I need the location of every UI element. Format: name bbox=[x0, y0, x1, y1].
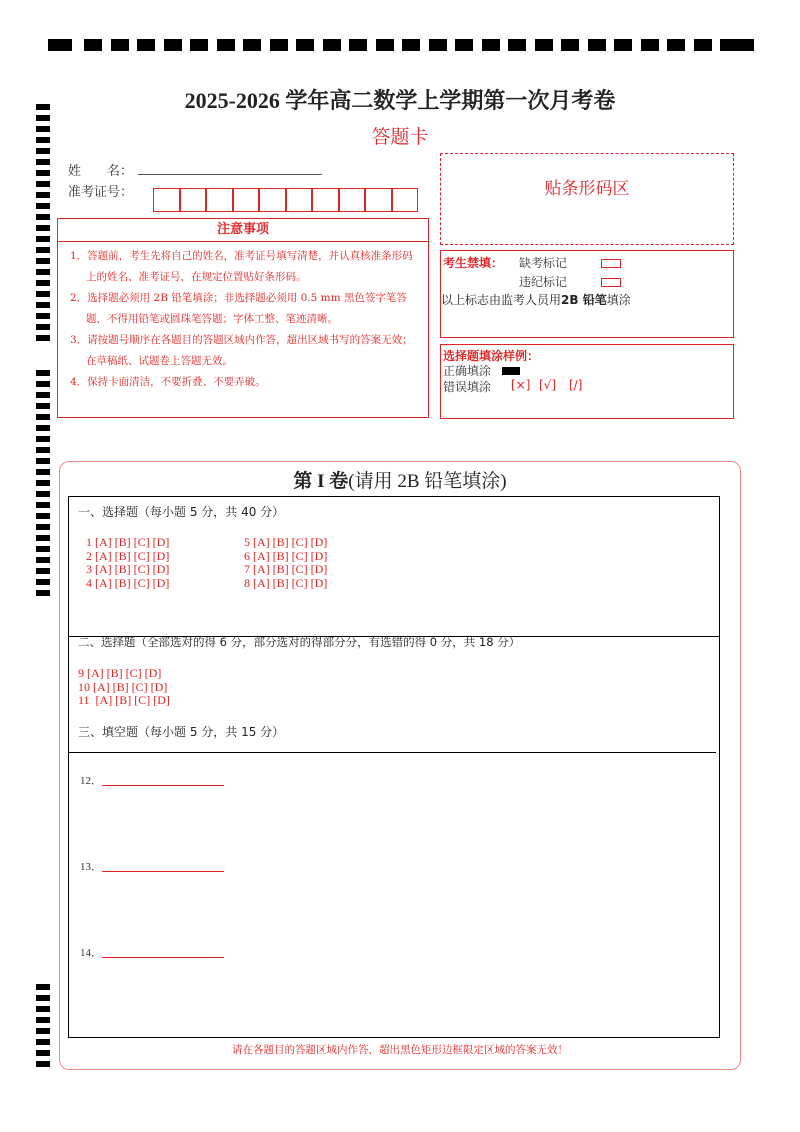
timing-mark bbox=[36, 458, 50, 464]
timing-mark bbox=[36, 513, 50, 519]
timing-mark bbox=[36, 392, 50, 398]
timing-mark bbox=[561, 39, 579, 51]
fill-sample-box bbox=[440, 344, 734, 419]
choice-row[interactable]: 2 [A] [B] [C] [D] bbox=[86, 548, 170, 563]
timing-mark bbox=[36, 170, 50, 176]
choice-row[interactable]: 8 [A] [B] [C] [D] bbox=[244, 575, 328, 590]
timing-mark bbox=[36, 447, 50, 453]
timing-mark bbox=[36, 181, 50, 187]
timing-mark bbox=[36, 502, 50, 508]
part1-right-column bbox=[244, 536, 327, 590]
timing-mark bbox=[36, 269, 50, 275]
notice-heading: 注意事项 bbox=[57, 218, 429, 242]
timing-mark bbox=[402, 39, 420, 51]
timing-mark bbox=[36, 546, 50, 552]
timing-mark bbox=[164, 39, 182, 51]
proctor-note-bold: 2B 铅笔 bbox=[561, 293, 607, 307]
part2-column bbox=[78, 667, 170, 708]
timing-mark bbox=[36, 1028, 50, 1034]
violation-label: 违纪标记 bbox=[519, 275, 568, 289]
wrong-label: 错误填涂 bbox=[443, 380, 492, 394]
timing-mark bbox=[36, 335, 50, 341]
timing-mark bbox=[323, 39, 341, 51]
timing-mark bbox=[36, 403, 50, 409]
exam-id-digit-box[interactable] bbox=[312, 188, 339, 212]
section-title-bold: 第 I 卷 bbox=[293, 471, 349, 492]
choice-row[interactable]: 4 [A] [B] [C] [D] bbox=[86, 575, 170, 590]
timing-mark bbox=[36, 203, 50, 209]
page-subtitle: 答题卡 bbox=[371, 127, 429, 148]
timing-mark bbox=[48, 39, 72, 51]
choice-row[interactable]: 6 [A] [B] [C] [D] bbox=[244, 548, 328, 563]
proctor-box bbox=[440, 250, 734, 338]
fill-number: 14． bbox=[80, 947, 102, 959]
timing-mark bbox=[36, 590, 50, 596]
timing-mark bbox=[376, 39, 394, 51]
timing-mark bbox=[190, 39, 208, 51]
timing-mark bbox=[36, 984, 50, 990]
timing-mark bbox=[36, 280, 50, 286]
fill-answer-line[interactable] bbox=[102, 785, 224, 786]
notice-box bbox=[57, 242, 429, 418]
part2-title: 二、选择题（全部选对的得 6 分，部分选对的得部分分，有选错的得 0 分，共 18 分） bbox=[78, 635, 521, 649]
timing-mark bbox=[36, 535, 50, 541]
exam-id-digit-box[interactable] bbox=[206, 188, 233, 212]
timing-mark bbox=[508, 39, 526, 51]
notice-item: 3．请按题号顺序在各题目的答题区域内作答，超出区域书写的答案无效；在草稿纸、试题卷上答题无效。 bbox=[70, 334, 413, 367]
exam-id-digit-box[interactable] bbox=[180, 188, 207, 212]
wrong-mark: [×] bbox=[511, 378, 531, 392]
exam-id-digit-box[interactable] bbox=[339, 188, 366, 212]
timing-mark bbox=[349, 39, 367, 51]
exam-id-digit-box[interactable] bbox=[153, 188, 180, 212]
timing-mark bbox=[270, 39, 288, 51]
choice-row[interactable]: 5 [A] [B] [C] [D] bbox=[244, 535, 328, 549]
timing-mark bbox=[455, 39, 473, 51]
name-field[interactable] bbox=[138, 174, 322, 175]
timing-mark bbox=[36, 1017, 50, 1023]
timing-mark bbox=[111, 39, 129, 51]
timing-mark bbox=[243, 39, 261, 51]
barcode-label: 贴条形码区 bbox=[544, 179, 630, 199]
proctor-title: 考生禁填： bbox=[443, 256, 504, 270]
proctor-note-suffix: 填涂 bbox=[606, 293, 631, 307]
timing-mark bbox=[694, 39, 712, 51]
timing-mark bbox=[36, 381, 50, 387]
part1-title: 一、选择题（每小题 5 分，共 40 分） bbox=[78, 505, 285, 519]
footer-warning: 请在各题目的答题区域内作答，超出黑色矩形边框限定区域的答案无效！ bbox=[232, 1044, 568, 1056]
timing-mark bbox=[36, 247, 50, 253]
timing-mark bbox=[36, 568, 50, 574]
timing-mark bbox=[36, 115, 50, 121]
exam-id-digit-box[interactable] bbox=[233, 188, 260, 212]
timing-mark bbox=[36, 258, 50, 264]
timing-mark bbox=[36, 414, 50, 420]
correct-fill-mark bbox=[502, 367, 520, 375]
timing-mark bbox=[36, 324, 50, 330]
choice-row[interactable]: 9 [A] [B] [C] [D] bbox=[78, 666, 162, 680]
page-title: 2025-2026 学年高二数学上学期第一次月考卷 bbox=[184, 88, 616, 113]
timing-mark bbox=[36, 313, 50, 319]
exam-id-digit-box[interactable] bbox=[259, 188, 286, 212]
absent-label: 缺考标记 bbox=[519, 256, 568, 270]
choice-row[interactable]: 3 [A] [B] [C] [D] bbox=[86, 562, 170, 576]
timing-mark bbox=[482, 39, 500, 51]
fill-number: 13． bbox=[80, 861, 102, 873]
timing-mark bbox=[429, 39, 447, 51]
proctor-note bbox=[441, 291, 631, 308]
timing-mark bbox=[36, 192, 50, 198]
timing-mark bbox=[36, 524, 50, 530]
choice-row[interactable]: 10 [A] [B] [C] [D] bbox=[78, 679, 168, 694]
exam-id-label: 准考证号： bbox=[68, 185, 134, 200]
timing-mark bbox=[36, 291, 50, 297]
correct-label: 正确填涂 bbox=[443, 364, 492, 378]
proctor-note-prefix: 以上标志由监考人员用 bbox=[441, 293, 562, 307]
exam-id-digit-box[interactable] bbox=[286, 188, 313, 212]
name-label: 姓 名： bbox=[68, 164, 134, 179]
violation-checkbox[interactable] bbox=[601, 278, 621, 287]
divider bbox=[68, 752, 716, 753]
wrong-mark: [√] bbox=[539, 378, 557, 392]
timing-mark bbox=[36, 436, 50, 442]
notice-item: 1．答题前，考生先将自己的姓名，准考证号填写清楚，并认真核准条形码上的姓名、准考证号，在规定位置贴好条形码。 bbox=[70, 250, 413, 283]
fill-answer-line[interactable] bbox=[102, 871, 224, 872]
timing-mark bbox=[36, 579, 50, 585]
wrong-mark: [/] bbox=[569, 378, 583, 392]
timing-mark bbox=[36, 370, 50, 376]
timing-mark bbox=[36, 425, 50, 431]
section-title bbox=[0, 466, 800, 493]
timing-mark bbox=[667, 39, 685, 51]
timing-mark bbox=[36, 995, 50, 1001]
notice-item: 4．保持卡面清洁，不要折叠、不要弄破。 bbox=[70, 376, 266, 388]
part1-left-column bbox=[86, 536, 169, 590]
timing-mark bbox=[36, 1061, 50, 1067]
fill-answer-line[interactable] bbox=[102, 957, 224, 958]
timing-mark bbox=[84, 39, 102, 51]
timing-mark bbox=[36, 302, 50, 308]
timing-mark bbox=[36, 225, 50, 231]
timing-mark bbox=[588, 39, 606, 51]
timing-mark bbox=[137, 39, 155, 51]
timing-mark bbox=[614, 39, 632, 51]
timing-mark bbox=[732, 39, 754, 51]
timing-mark bbox=[36, 214, 50, 220]
choice-row[interactable]: 1 [A] [B] [C] [D] bbox=[86, 535, 170, 549]
exam-id-digit-box[interactable] bbox=[365, 188, 392, 212]
timing-mark bbox=[36, 557, 50, 563]
timing-mark bbox=[36, 159, 50, 165]
timing-mark bbox=[36, 236, 50, 242]
barcode-area bbox=[440, 153, 734, 245]
timing-mark bbox=[535, 39, 553, 51]
timing-marks-top bbox=[48, 39, 754, 51]
timing-mark bbox=[641, 39, 659, 51]
timing-mark bbox=[217, 39, 235, 51]
timing-mark bbox=[296, 39, 314, 51]
notice-item: 2．选择题必须用 2B 铅笔填涂；非选择题必须用 0.5 mm 黑色签字笔答题，不得用铅笔或圆珠笔答题；字体工整、笔迹清晰。 bbox=[70, 292, 407, 325]
timing-mark bbox=[36, 1006, 50, 1012]
section-title-rest: (请用 2B 铅笔填涂) bbox=[348, 471, 507, 492]
choice-row[interactable]: 11 [A] [B] [C] [D] bbox=[78, 693, 170, 707]
part3-title: 三、填空题（每小题 5 分，共 15 分） bbox=[78, 725, 285, 739]
choice-row[interactable]: 7 [A] [B] [C] [D] bbox=[244, 562, 328, 576]
absent-checkbox[interactable] bbox=[601, 259, 621, 268]
exam-id-digit-box[interactable] bbox=[392, 188, 419, 212]
sample-title: 选择题填涂样例： bbox=[443, 349, 540, 363]
fill-number: 12． bbox=[80, 775, 102, 787]
